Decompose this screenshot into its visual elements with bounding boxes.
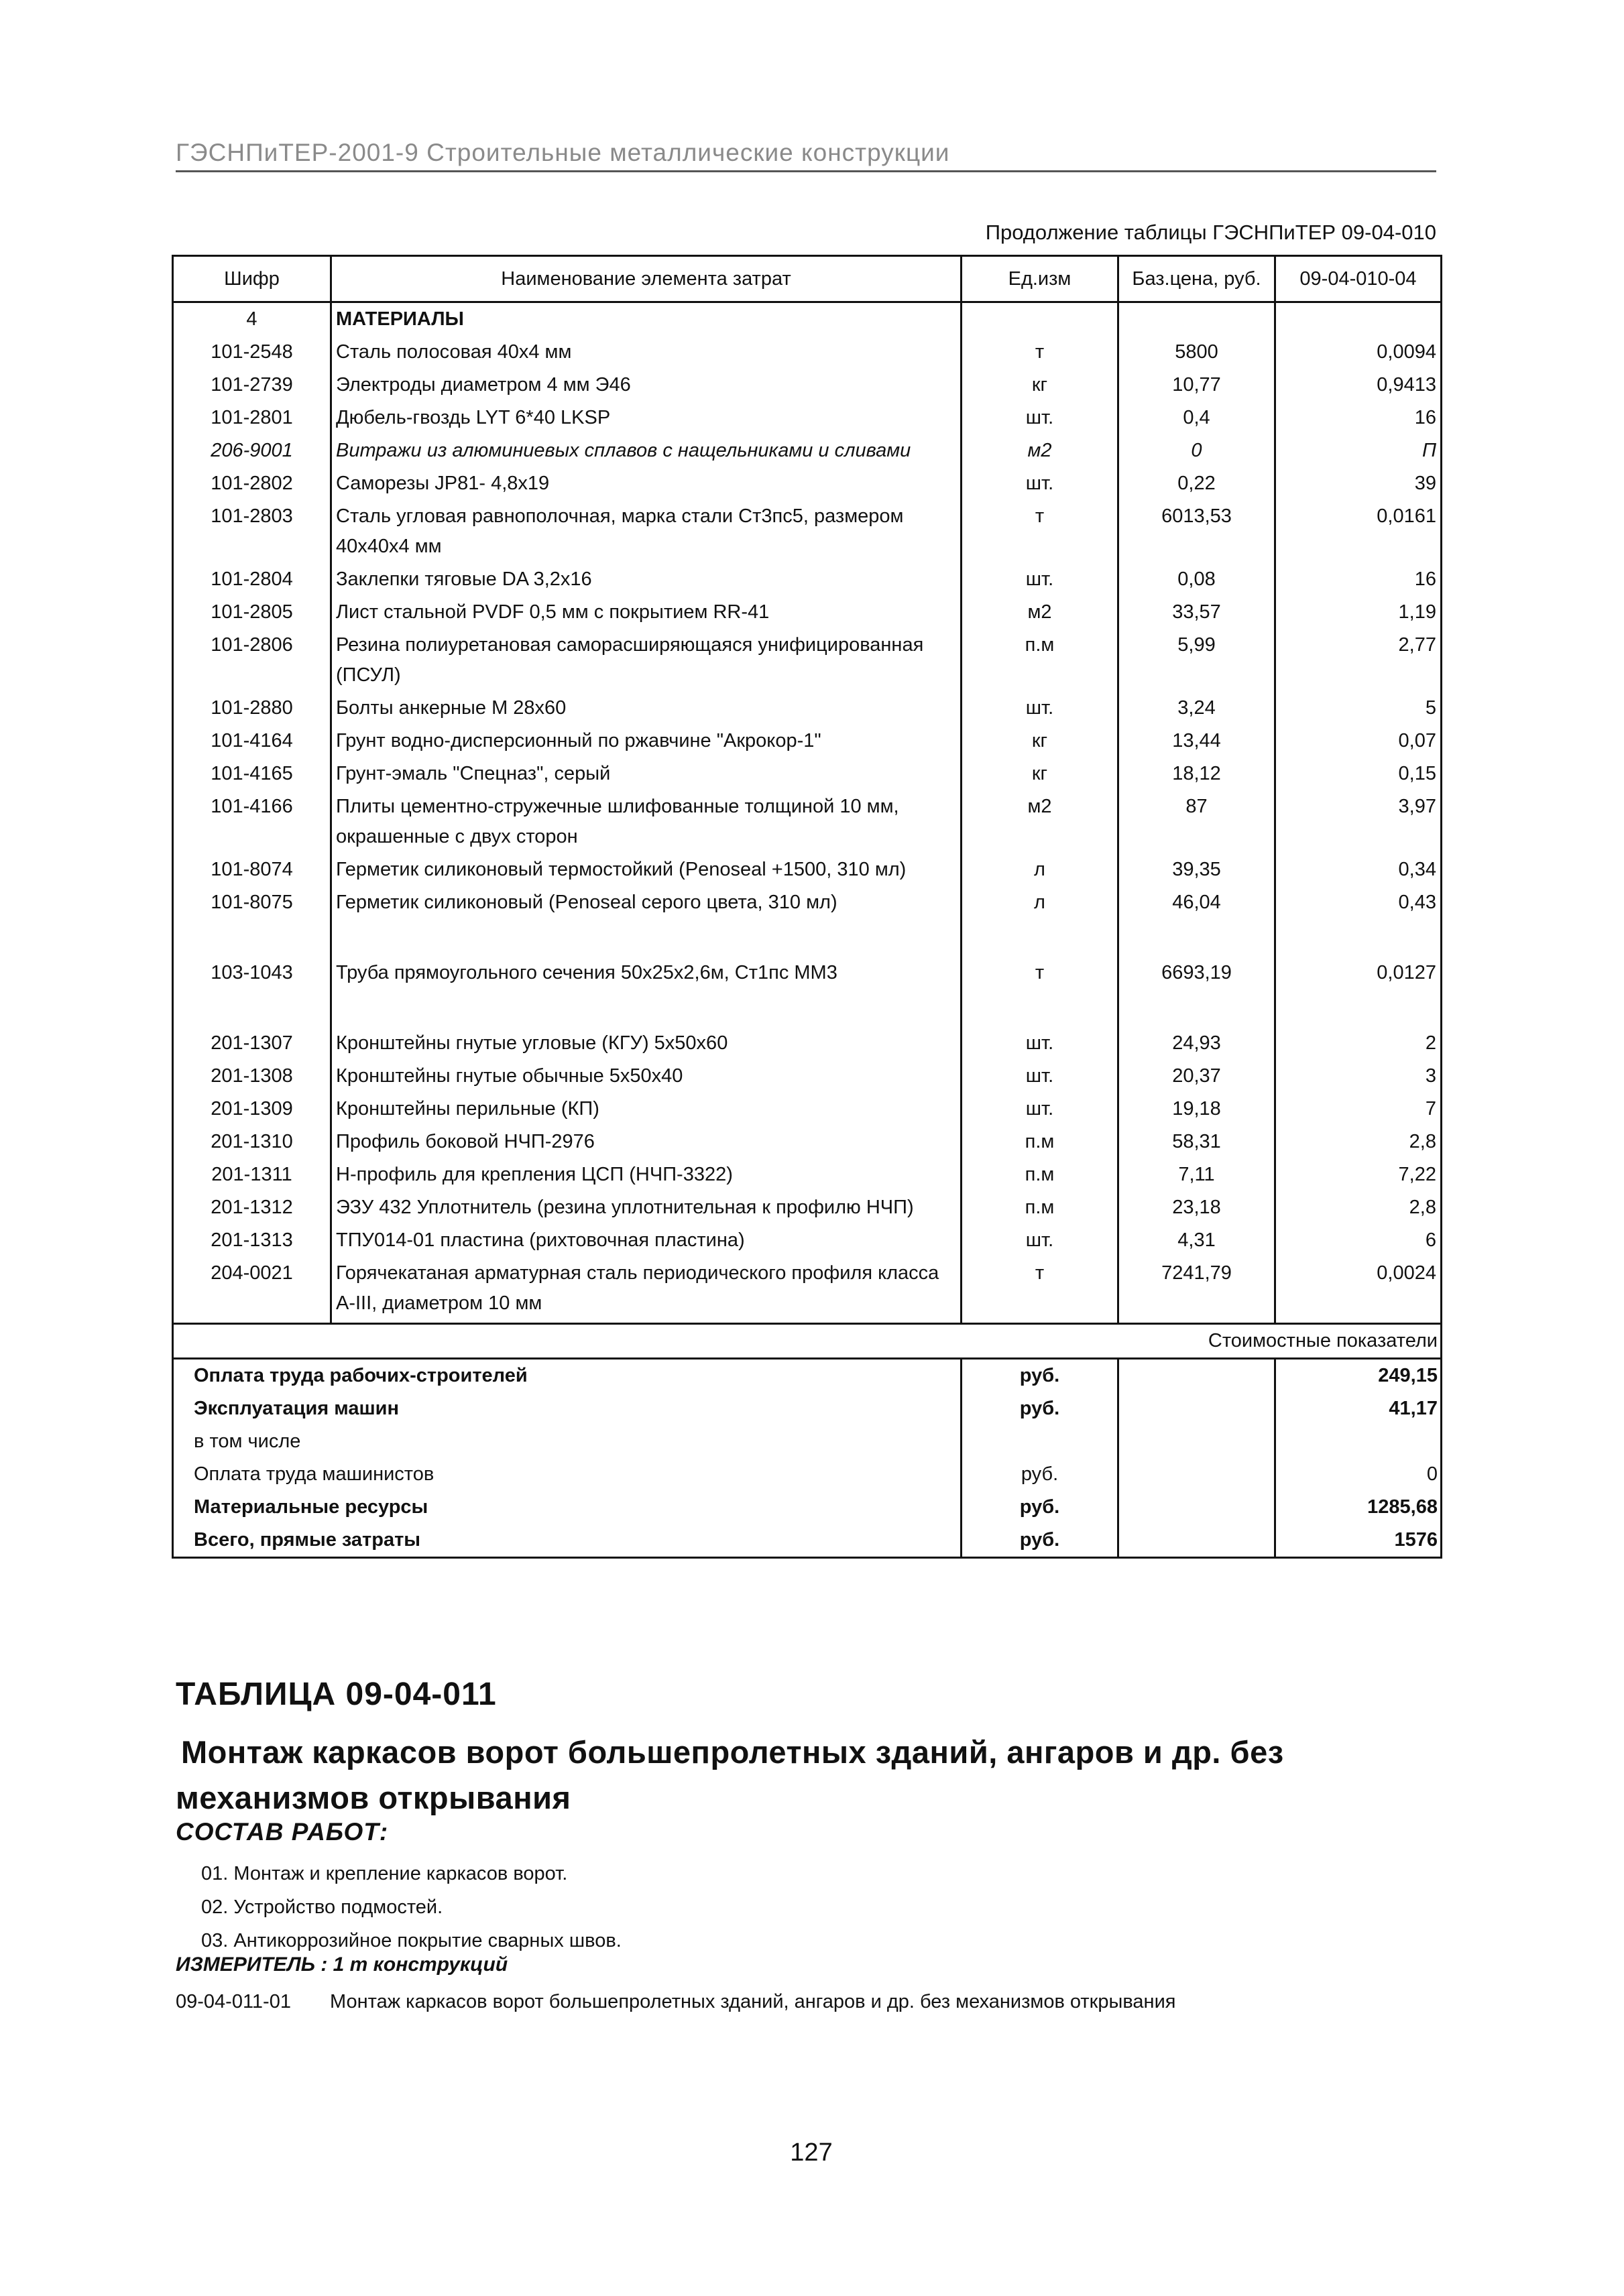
- table-row: [173, 853, 1442, 886]
- summary-unit: руб.: [962, 1458, 1118, 1491]
- table-row: [173, 1191, 1442, 1224]
- summary-unit: руб.: [962, 1392, 1118, 1425]
- row-name: Кронштейны гнутые угловые (КГУ) 5х50х60: [331, 1027, 962, 1060]
- row-quantity: 2,8: [1275, 1126, 1442, 1158]
- table-row: [173, 596, 1442, 629]
- summary-unit: [962, 1425, 1118, 1458]
- row-price: 6013,53: [1118, 500, 1275, 563]
- row-quantity: 0,34: [1275, 853, 1442, 886]
- row-name: ЭЗУ 432 Уплотнитель (резина уплотнительная к профилю НЧП): [331, 1191, 962, 1224]
- summary-value: 1576: [1275, 1524, 1442, 1558]
- section-code: 4: [173, 302, 331, 337]
- table-row: [173, 467, 1442, 500]
- row-code: 103-1043: [173, 957, 331, 989]
- work-composition-heading: СОСТАВ РАБОТ:: [176, 1818, 389, 1846]
- row-price: 13,44: [1118, 725, 1275, 758]
- row-quantity: 39: [1275, 467, 1442, 500]
- work-item: 03. Антикоррозийное покрытие сварных швов.: [201, 1930, 622, 1951]
- row-quantity: 0,43: [1275, 886, 1442, 919]
- row-price: 6693,19: [1118, 957, 1275, 989]
- row-quantity: 0,9413: [1275, 369, 1442, 402]
- summary-value: 1285,68: [1275, 1491, 1442, 1524]
- summary-label: Оплата труда рабочих-строителей: [173, 1359, 962, 1393]
- table-row: [173, 500, 1442, 563]
- row-quantity: 2,8: [1275, 1191, 1442, 1224]
- running-header: ГЭСНПиТЕР-2001-9 Строительные металлические конструкции: [176, 138, 1436, 172]
- table-row: [173, 402, 1442, 434]
- table-row: [173, 563, 1442, 596]
- table-row: [173, 758, 1442, 790]
- row-name: Грунт водно-дисперсионный по ржавчине "Акрокор-1": [331, 725, 962, 758]
- table-body: [173, 302, 1442, 1324]
- row-unit: т: [962, 500, 1118, 563]
- row-code: 101-8074: [173, 853, 331, 886]
- spacer-row: [173, 989, 1442, 1027]
- table-row: [173, 957, 1442, 989]
- summary-label: Оплата труда машинистов: [173, 1458, 962, 1491]
- summary-body: [173, 1324, 1442, 1558]
- row-unit: т: [962, 1257, 1118, 1324]
- row-name: Кронштейны перильные (КП): [331, 1093, 962, 1126]
- row-quantity: 0,07: [1275, 725, 1442, 758]
- work-item: 02. Устройство подмостей.: [201, 1896, 443, 1918]
- table-row: [173, 1060, 1442, 1093]
- row-name: Горячекатаная арматурная сталь периодического профиля класса А-III, диаметром 10 мм: [331, 1257, 962, 1324]
- row-name: Сталь угловая равнополочная, марка стали Ст3пс5, размером 40х40х4 мм: [331, 500, 962, 563]
- row-name: Н-профиль для крепления ЦСП (НЧП-3322): [331, 1158, 962, 1191]
- row-unit: м2: [962, 434, 1118, 467]
- norm-item-name: Монтаж каркасов ворот большепролетных зданий, ангаров и др. без механизмов открывания: [330, 1991, 1176, 2012]
- summary-unit: руб.: [962, 1524, 1118, 1558]
- row-price: 39,35: [1118, 853, 1275, 886]
- row-price: 20,37: [1118, 1060, 1275, 1093]
- row-name: Лист стальной PVDF 0,5 мм с покрытием RR-41: [331, 596, 962, 629]
- summary-price-empty: [1118, 1491, 1275, 1524]
- row-unit: кг: [962, 369, 1118, 402]
- table-row: [173, 1158, 1442, 1191]
- row-quantity: 0,0094: [1275, 336, 1442, 369]
- row-code: 101-2801: [173, 402, 331, 434]
- row-unit: шт.: [962, 467, 1118, 500]
- summary-price-empty: [1118, 1359, 1275, 1393]
- row-unit: шт.: [962, 1224, 1118, 1257]
- row-unit: п.м: [962, 1158, 1118, 1191]
- row-code: 201-1312: [173, 1191, 331, 1224]
- row-quantity: 3: [1275, 1060, 1442, 1093]
- header-name: Наименование элемента затрат: [331, 256, 962, 302]
- row-code: 101-4166: [173, 790, 331, 853]
- row-price: 5,99: [1118, 629, 1275, 692]
- row-code: 201-1308: [173, 1060, 331, 1093]
- row-name: Герметик силиконовый (Penoseal серого цвета, 310 мл): [331, 886, 962, 919]
- row-unit: шт.: [962, 563, 1118, 596]
- row-quantity: 6: [1275, 1224, 1442, 1257]
- row-name: ТПУ014-01 пластина (рихтовочная пластина): [331, 1224, 962, 1257]
- row-price: 33,57: [1118, 596, 1275, 629]
- row-name: Грунт-эмаль "Спецназ", серый: [331, 758, 962, 790]
- row-quantity: 16: [1275, 402, 1442, 434]
- row-unit: кг: [962, 725, 1118, 758]
- row-unit: т: [962, 957, 1118, 989]
- row-price: 19,18: [1118, 1093, 1275, 1126]
- table-row: [173, 725, 1442, 758]
- row-unit: шт.: [962, 1027, 1118, 1060]
- summary-label: в том числе: [173, 1425, 962, 1458]
- table-title: ТАБЛИЦА 09-04-011: [176, 1677, 497, 1712]
- table-row: [173, 1093, 1442, 1126]
- table-header-row: [173, 256, 1442, 302]
- row-code: 201-1307: [173, 1027, 331, 1060]
- summary-price-empty: [1118, 1458, 1275, 1491]
- row-code: 201-1310: [173, 1126, 331, 1158]
- summary-label: Материальные ресурсы: [173, 1491, 962, 1524]
- row-unit: шт.: [962, 402, 1118, 434]
- row-unit: п.м: [962, 1191, 1118, 1224]
- row-code: 206-9001: [173, 434, 331, 467]
- row-price: 58,31: [1118, 1126, 1275, 1158]
- row-unit: л: [962, 853, 1118, 886]
- materials-cost-table: [172, 255, 1442, 1559]
- row-code: 201-1313: [173, 1224, 331, 1257]
- norm-item: [176, 1991, 1175, 2013]
- row-code: 101-2739: [173, 369, 331, 402]
- row-name: Заклепки тяговые DA 3,2х16: [331, 563, 962, 596]
- row-price: 0,4: [1118, 402, 1275, 434]
- row-name: Резина полиуретановая саморасширяющаяся унифицированная (ПСУЛ): [331, 629, 962, 692]
- row-name: Электроды диаметром 4 мм Э46: [331, 369, 962, 402]
- row-name: Кронштейны гнутые обычные 5х50х40: [331, 1060, 962, 1093]
- table-row: [173, 434, 1442, 467]
- row-unit: шт.: [962, 692, 1118, 725]
- row-code: 101-2805: [173, 596, 331, 629]
- row-quantity: 5: [1275, 692, 1442, 725]
- summary-row: [173, 1392, 1442, 1425]
- row-code: 101-8075: [173, 886, 331, 919]
- spacer-row: [173, 919, 1442, 957]
- row-quantity: 2,77: [1275, 629, 1442, 692]
- row-unit: м2: [962, 596, 1118, 629]
- row-unit: м2: [962, 790, 1118, 853]
- row-quantity: 0,0024: [1275, 1257, 1442, 1324]
- row-code: 101-2548: [173, 336, 331, 369]
- row-price: 7241,79: [1118, 1257, 1275, 1324]
- table-row: [173, 1257, 1442, 1324]
- meter-unit: ИЗМЕРИТЕЛЬ : 1 т конструкций: [176, 1953, 508, 1976]
- table-row: [173, 1224, 1442, 1257]
- work-item: 01. Монтаж и крепление каркасов ворот.: [201, 1863, 568, 1884]
- cost-indicators-header: [173, 1324, 1442, 1359]
- row-name: Сталь полосовая 40х4 мм: [331, 336, 962, 369]
- row-price: 4,31: [1118, 1224, 1275, 1257]
- row-name: Саморезы JP81- 4,8х19: [331, 467, 962, 500]
- table-row: [173, 886, 1442, 919]
- row-price: 23,18: [1118, 1191, 1275, 1224]
- row-code: 204-0021: [173, 1257, 331, 1324]
- row-price: 7,11: [1118, 1158, 1275, 1191]
- row-code: 101-4164: [173, 725, 331, 758]
- row-name: Профиль боковой НЧП-2976: [331, 1126, 962, 1158]
- row-name: Труба прямоугольного сечения 50х25х2,6м, Ст1пс ММ3: [331, 957, 962, 989]
- row-price: 3,24: [1118, 692, 1275, 725]
- summary-row: [173, 1491, 1442, 1524]
- summary-price-empty: [1118, 1524, 1275, 1558]
- cost-indicators-label: Стоимостные показатели: [173, 1324, 1442, 1359]
- row-price: 5800: [1118, 336, 1275, 369]
- header-price: Баз.цена, руб.: [1118, 256, 1275, 302]
- summary-row: [173, 1524, 1442, 1558]
- row-unit: п.м: [962, 1126, 1118, 1158]
- row-quantity: 0,0127: [1275, 957, 1442, 989]
- row-code: 201-1311: [173, 1158, 331, 1191]
- norm-item-code: 09-04-011-01: [176, 1991, 291, 2012]
- header-code: Шифр: [173, 256, 331, 302]
- row-code: 101-2803: [173, 500, 331, 563]
- row-name: Болты анкерные М 28х60: [331, 692, 962, 725]
- summary-value: 41,17: [1275, 1392, 1442, 1425]
- row-price: 0: [1118, 434, 1275, 467]
- row-unit: л: [962, 886, 1118, 919]
- summary-unit: руб.: [962, 1491, 1118, 1524]
- row-name: Дюбель-гвоздь LYT 6*40 LKSP: [331, 402, 962, 434]
- table-row: [173, 1126, 1442, 1158]
- row-price: 87: [1118, 790, 1275, 853]
- row-unit: т: [962, 336, 1118, 369]
- summary-row: [173, 1359, 1442, 1393]
- table-row: [173, 1027, 1442, 1060]
- table-continuation-note: Продолжение таблицы ГЭСНПиТЕР 09-04-010: [985, 221, 1436, 244]
- summary-unit: руб.: [962, 1359, 1118, 1393]
- section-name: МАТЕРИАЛЫ: [331, 302, 962, 337]
- row-quantity: 7: [1275, 1093, 1442, 1126]
- row-quantity: 2: [1275, 1027, 1442, 1060]
- row-code: 101-2806: [173, 629, 331, 692]
- row-unit: шт.: [962, 1060, 1118, 1093]
- summary-label: Эксплуатация машин: [173, 1392, 962, 1425]
- row-price: 0,22: [1118, 467, 1275, 500]
- row-quantity: 16: [1275, 563, 1442, 596]
- row-price: 0,08: [1118, 563, 1275, 596]
- section-row: [173, 302, 1442, 337]
- row-quantity: 0,15: [1275, 758, 1442, 790]
- row-price: 18,12: [1118, 758, 1275, 790]
- summary-price-empty: [1118, 1425, 1275, 1458]
- summary-value: 249,15: [1275, 1359, 1442, 1393]
- row-unit: шт.: [962, 1093, 1118, 1126]
- row-quantity: 1,19: [1275, 596, 1442, 629]
- row-code: 101-2804: [173, 563, 331, 596]
- row-name: Плиты цементно-стружечные шлифованные толщиной 10 мм, окрашенные с двух сторон: [331, 790, 962, 853]
- row-quantity: 3,97: [1275, 790, 1442, 853]
- row-code: 101-4165: [173, 758, 331, 790]
- row-price: 10,77: [1118, 369, 1275, 402]
- work-composition-list: [201, 1857, 622, 1957]
- table-row: [173, 790, 1442, 853]
- row-price: 24,93: [1118, 1027, 1275, 1060]
- summary-price-empty: [1118, 1392, 1275, 1425]
- header-unit: Ед.изм: [962, 256, 1118, 302]
- row-name: Витражи из алюминиевых сплавов с нащельниками и сливами: [331, 434, 962, 467]
- row-code: 201-1309: [173, 1093, 331, 1126]
- table-row: [173, 629, 1442, 692]
- row-name: Герметик силиконовый термостойкий (Penoseal +1500, 310 мл): [331, 853, 962, 886]
- table-row: [173, 692, 1442, 725]
- row-unit: п.м: [962, 629, 1118, 692]
- header-norm: 09-04-010-04: [1275, 256, 1442, 302]
- summary-value: 0: [1275, 1458, 1442, 1491]
- row-price: 46,04: [1118, 886, 1275, 919]
- summary-row: [173, 1425, 1442, 1458]
- summary-label: Всего, прямые затраты: [173, 1524, 962, 1558]
- row-code: 101-2880: [173, 692, 331, 725]
- row-quantity: 7,22: [1275, 1158, 1442, 1191]
- table-row: [173, 336, 1442, 369]
- page-number: 127: [790, 2138, 833, 2167]
- section-title: Монтаж каркасов ворот большепролетных зданий, ангаров и др. без механизмов открывания: [176, 1734, 1284, 1815]
- summary-row: [173, 1458, 1442, 1491]
- row-quantity: П: [1275, 434, 1442, 467]
- summary-value: [1275, 1425, 1442, 1458]
- row-unit: кг: [962, 758, 1118, 790]
- row-code: 101-2802: [173, 467, 331, 500]
- row-quantity: 0,0161: [1275, 500, 1442, 563]
- table-row: [173, 369, 1442, 402]
